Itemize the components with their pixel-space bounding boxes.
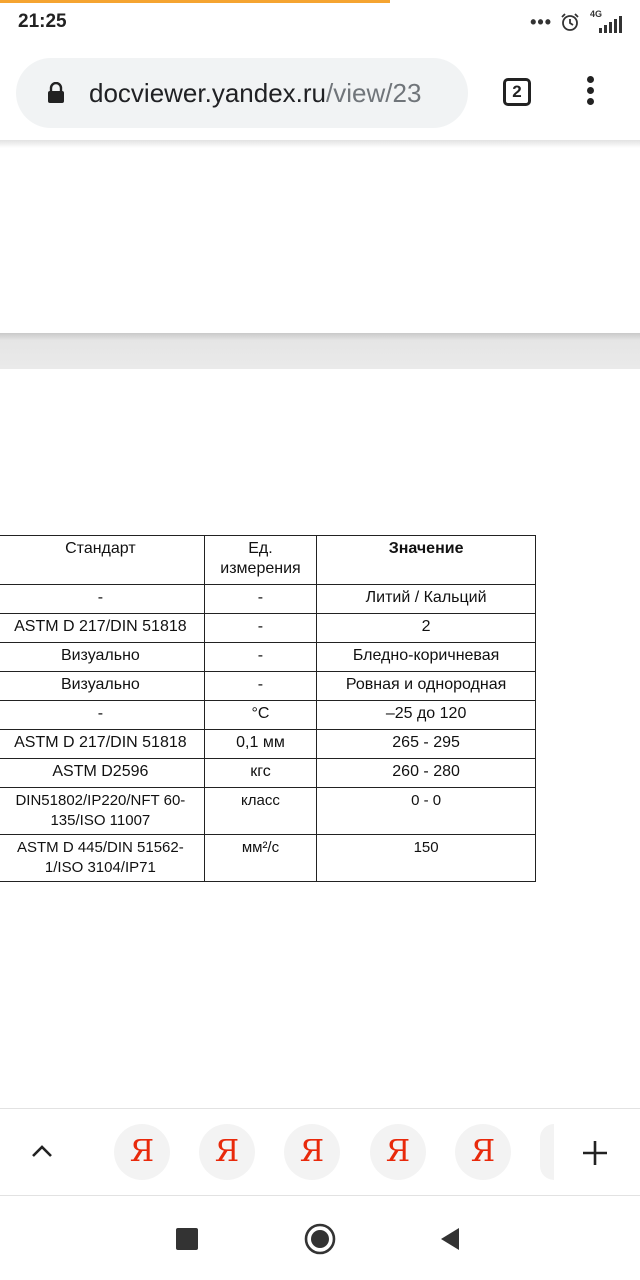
table-row (0, 614, 536, 643)
chevron-up-icon[interactable] (30, 1140, 54, 1164)
cell-value: Бледно-коричневая (317, 643, 536, 672)
cell-standard: - (0, 701, 204, 730)
cell-unit: - (204, 672, 316, 701)
cell-standard: - (0, 585, 204, 614)
lock-icon (46, 82, 66, 104)
home-circle-icon[interactable] (303, 1222, 337, 1256)
cell-value: 0 - 0 (317, 788, 536, 835)
bottom-tab-bar (0, 1108, 640, 1196)
cell-value: Литий / Кальций (317, 585, 536, 614)
cell-value: 2 (317, 614, 536, 643)
table-row (0, 672, 536, 701)
yandex-tab-button[interactable]: Я (199, 1124, 255, 1180)
cell-standard: Визуально (0, 643, 204, 672)
spec-table (0, 535, 536, 882)
cell-value: Ровная и однородная (317, 672, 536, 701)
yandex-tab-button[interactable]: Я (455, 1124, 511, 1180)
table-row (0, 788, 536, 835)
url-text[interactable] (89, 76, 454, 110)
url-path: /view/23 (326, 78, 422, 108)
header-unit: Ед. измерения (204, 536, 316, 585)
cell-standard: ASTM D2596 (0, 759, 204, 788)
table-row (0, 585, 536, 614)
status-bar (0, 0, 640, 44)
tab-switcher-button[interactable]: 2 (503, 78, 531, 106)
address-bar[interactable] (16, 58, 468, 128)
yandex-tab-button[interactable]: Я (370, 1124, 426, 1180)
cell-unit: мм²/с (204, 835, 316, 882)
signal-bars-icon (588, 9, 622, 35)
cell-unit: - (204, 643, 316, 672)
cell-value: 265 - 295 (317, 730, 536, 759)
tab-button-partial[interactable] (540, 1124, 554, 1180)
yandex-tab-button[interactable]: Я (114, 1124, 170, 1180)
cell-unit: 0,1 мм (204, 730, 316, 759)
plus-icon[interactable] (581, 1139, 609, 1167)
table-header-row (0, 536, 536, 585)
toolbar-shadow (0, 140, 640, 148)
cell-standard: ASTM D 445/DIN 51562-1/ISO 3104/IP71 (0, 835, 204, 882)
cell-value: 150 (317, 835, 536, 882)
cell-unit: - (204, 614, 316, 643)
status-icons (530, 8, 622, 36)
cell-standard: Визуально (0, 672, 204, 701)
status-time: 21:25 (18, 11, 67, 32)
recents-square-icon[interactable] (176, 1228, 198, 1250)
alarm-clock-icon (560, 12, 580, 32)
cell-standard: ASTM D 217/DIN 51818 (0, 730, 204, 759)
cell-value: 260 - 280 (317, 759, 536, 788)
cell-standard: DIN51802/IP220/NFT 60-135/ISO 11007 (0, 788, 204, 835)
table-row (0, 701, 536, 730)
cell-unit: °C (204, 701, 316, 730)
more-dots-icon: ••• (530, 11, 552, 32)
back-triangle-icon[interactable] (437, 1226, 463, 1252)
table-row (0, 730, 536, 759)
cell-standard: ASTM D 217/DIN 51818 (0, 614, 204, 643)
table-row (0, 835, 536, 882)
page-separator (0, 333, 640, 369)
cell-unit: кгс (204, 759, 316, 788)
cell-unit: - (204, 585, 316, 614)
system-nav-bar (0, 1196, 640, 1280)
yandex-tab-button[interactable]: Я (284, 1124, 340, 1180)
cell-unit: класс (204, 788, 316, 835)
table-row (0, 643, 536, 672)
network-type: 4G (590, 9, 603, 19)
header-standard: Стандарт (0, 536, 204, 585)
header-value: Значение (317, 536, 536, 585)
table-row (0, 759, 536, 788)
url-domain: docviewer.yandex.ru (89, 78, 327, 108)
overflow-menu-icon[interactable] (580, 76, 600, 110)
cell-value: –25 до 120 (317, 701, 536, 730)
